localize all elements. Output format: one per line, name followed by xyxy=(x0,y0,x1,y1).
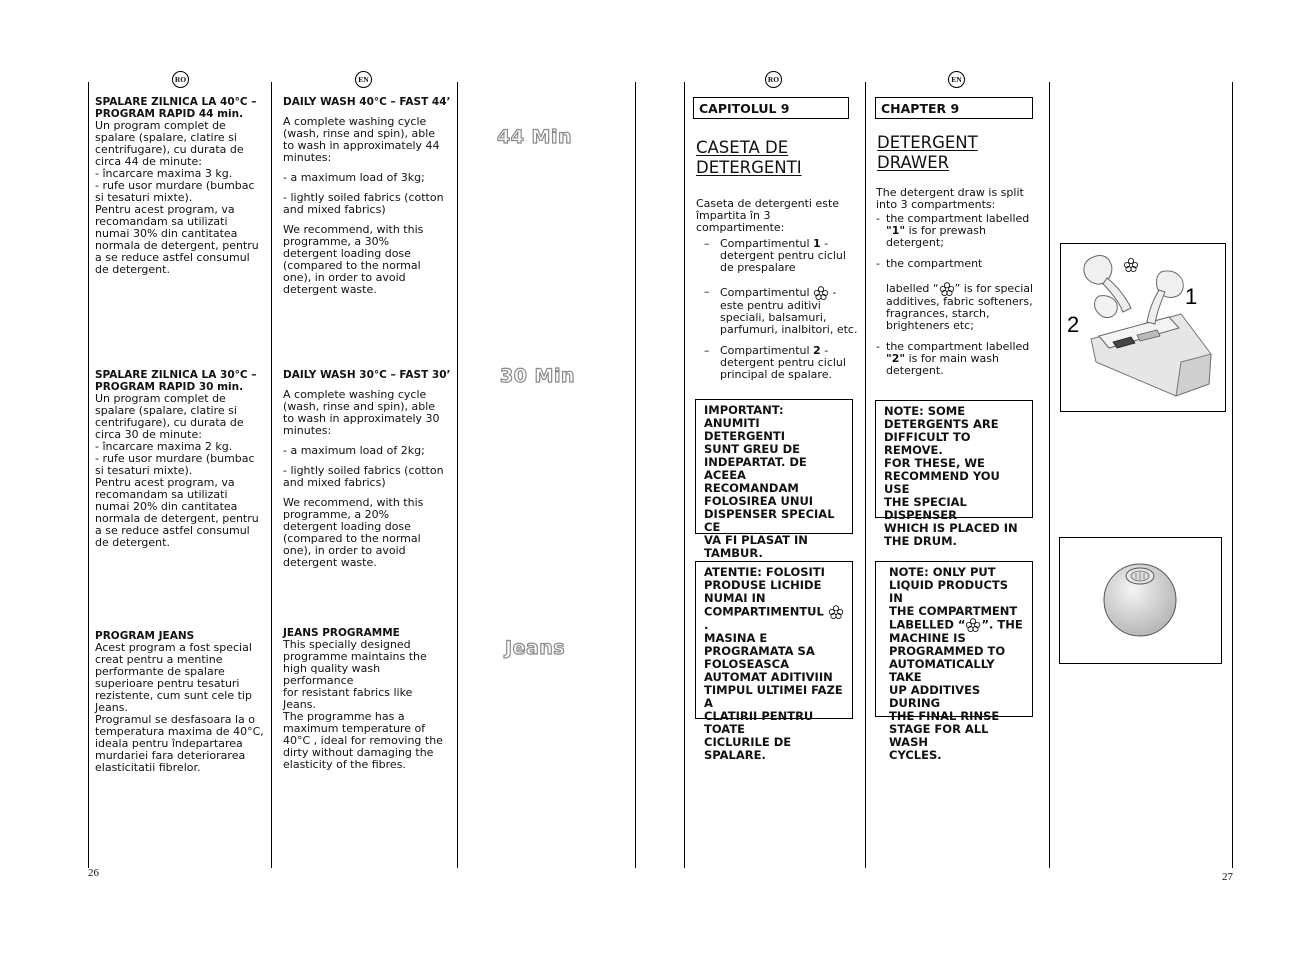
section-paragraph: - a maximum load of 2kg; xyxy=(283,444,425,457)
column-divider xyxy=(457,82,458,868)
program-label-30min: 30 Min xyxy=(500,365,576,387)
en-section-30 xyxy=(283,369,453,577)
page-number-left: 26 xyxy=(88,867,99,879)
section-heading: PROGRAM JEANS xyxy=(95,630,195,642)
figure-label-1: 1 xyxy=(1185,284,1198,309)
detergent-drawer-figure xyxy=(1060,243,1226,412)
dispenser-ball-figure xyxy=(1059,537,1222,664)
list-item: - the compartment labelled "2" is for main wash detergent. xyxy=(876,340,1030,377)
page-number-right: 27 xyxy=(1222,871,1233,883)
chapter-box-ro: CAPITOLUL 9 xyxy=(693,97,849,119)
english-flag-icon: EN xyxy=(355,71,372,88)
list-item: - the compartment labelled "1" is for prewash detergent; xyxy=(876,212,1030,249)
figure-label-2: 2 xyxy=(1067,312,1080,337)
ro-section-44 xyxy=(95,96,267,276)
en-section-jeans xyxy=(283,627,453,771)
list-item: – Compartimentul - este pentru aditivi speciali, balsamuri, parfumuri, inalbitori, etc. xyxy=(704,285,858,336)
flower-icon xyxy=(965,618,981,632)
list-item: – Compartimentul 1 - detergent pentru ciclul de prespalare xyxy=(704,237,846,274)
section-heading: SPALARE ZILNICA LA 30°C – PROGRAM RAPID 30 min. xyxy=(95,369,257,393)
en-section-44 xyxy=(283,96,453,304)
section-heading: SPALARE ZILNICA LA 40°C – PROGRAM RAPID 44 min. xyxy=(95,96,257,120)
ro-chapter-title: CASETA DE DETERGENTI xyxy=(696,138,802,177)
important-note-ro: IMPORTANT: ANUMITI DETERGENTI SUNT GREU DE INDEPARTAT. DE ACEEA RECOMANDAM FOLOSIREA UNUI DISPENSER SPECIAL CE VA FI PLASAT IN TAMBUR. xyxy=(695,399,853,534)
section-heading: DAILY WASH 40°C – FAST 44’ xyxy=(283,96,451,108)
section-body: Acest program a fost special creat pentru a mentine performante de spalare superioare pentru tesaturi rezistente, cum sunt cele tip Jeans. Programul se desfasoara la o temperatura maxima de 40°C, ideala pentru îndepartarea murdariei fara deteriorarea elasticitatii fibrelor. xyxy=(95,641,264,774)
section-body: This specially designed programme maintains the high quality wash performance for resistant fabrics like Jeans. The programme has a maximum temperature of 40°C , ideal for removing the dirty without damaging the elasticity of the fibres. xyxy=(283,638,443,771)
section-heading: JEANS PROGRAMME xyxy=(283,627,400,639)
section-paragraph: We recommend, with this programme, a 20% detergent loading dose (compared to the normal one), in order to avoid detergent waste. xyxy=(283,496,424,569)
en-chapter-title: DETERGENT DRAWER xyxy=(877,133,978,172)
flower-icon xyxy=(828,605,844,619)
dispenser-ball-illustration xyxy=(1060,538,1220,662)
list-item: – Compartimentul 2 - detergent pentru ciclul principal de spalare. xyxy=(704,344,846,381)
liquid-products-note-en: NOTE: ONLY PUT LIQUID PRODUCTS IN THE COMPARTMENT LABELLED “ ”. THE MACHINE IS PROGRAMMED TO AUTOMATICALLY TAKE UP ADDITIVES DURING THE FINAL RINSE STAGE FOR ALL WASH CYCLES. xyxy=(875,561,1033,717)
chapter-box-en: CHAPTER 9 xyxy=(875,97,1033,119)
section-paragraph: A complete washing cycle (wash, rinse and spin), able to wash in approximately 30 minutes: xyxy=(283,388,440,437)
attention-note-ro: ATENTIE: FOLOSITI PRODUSE LICHIDE NUMAI IN COMPARTIMENTUL . MASINA E PROGRAMATA SA FOLOSEASCA AUTOMAT ADITIVIIN TIMPUL ULTIMEI FAZE A CLATIRII PENTRU TOATE CICLURILE DE SPALARE. xyxy=(695,561,853,719)
section-body: Un program complet de spalare (spalare, clatire si centrifugare), cu durata de circa 44 de minute: - încarcare maxima 3 kg. - rufe usor murdare (bumbac si tesaturi mixte). Pentru acest program, va recomandam sa utilizati numai 30% din cantitatea normala de detergent, pentru a se reduce astfel consumul de detergent. xyxy=(95,119,259,276)
section-paragraph: - a maximum load of 3kg; xyxy=(283,171,425,184)
section-paragraph: A complete washing cycle (wash, rinse and spin), able to wash in approximately 44 minutes: xyxy=(283,115,440,164)
section-heading: DAILY WASH 30°C – FAST 30’ xyxy=(283,369,451,381)
ro-section-jeans xyxy=(95,630,267,774)
column-divider xyxy=(865,82,866,868)
program-label-44min: 44 Min xyxy=(497,126,573,148)
column-divider xyxy=(684,82,685,868)
section-paragraph: - lightly soiled fabrics (cotton and mixed fabrics) xyxy=(283,464,444,489)
difficult-detergent-note-en: NOTE: SOME DETERGENTS ARE DIFFICULT TO REMOVE. FOR THESE, WE RECOMMEND YOU USE THE SPECIAL DISPENSER WHICH IS PLACED IN THE DRUM. xyxy=(875,400,1033,518)
section-paragraph: - lightly soiled fabrics (cotton and mixed fabrics) xyxy=(283,191,444,216)
column-divider xyxy=(88,82,89,868)
ro-section-30 xyxy=(95,369,267,549)
program-label-jeans: Jeans xyxy=(505,637,566,659)
column-divider xyxy=(271,82,272,868)
en-drawer-description xyxy=(876,187,1046,386)
column-divider xyxy=(1049,82,1050,868)
flower-icon xyxy=(813,286,829,300)
column-divider xyxy=(1232,82,1233,868)
detergent-drawer-illustration xyxy=(1061,244,1224,410)
list-item: - the compartment labelled “ ” is for special additives, fabric softeners, fragrances, starch, brighteners etc; xyxy=(876,257,1034,332)
romanian-flag-icon: RO xyxy=(172,71,189,88)
ro-drawer-description xyxy=(696,198,858,390)
romanian-flag-icon: RO xyxy=(765,71,782,88)
en-intro: The detergent draw is split into 3 compartments: xyxy=(876,186,1024,211)
ro-intro: Caseta de detergenti este împartita în 3 compartimente: xyxy=(696,197,840,234)
section-body: Un program complet de spalare (spalare, clatire si centrifugare), cu durata de circa 30 de minute: - încarcare maxima 2 kg. - rufe usor murdare (bumbac si tesaturi mixte). Pentru acest program, va recomandam sa utilizati numai 20% din cantitatea normala de detergent, pentru a se reduce astfel consumul de detergent. xyxy=(95,392,259,549)
flower-icon xyxy=(939,282,955,296)
section-paragraph: We recommend, with this programme, a 30% detergent loading dose (compared to the normal one), in order to avoid detergent waste. xyxy=(283,223,424,296)
english-flag-icon: EN xyxy=(948,71,965,88)
column-divider xyxy=(635,82,636,868)
